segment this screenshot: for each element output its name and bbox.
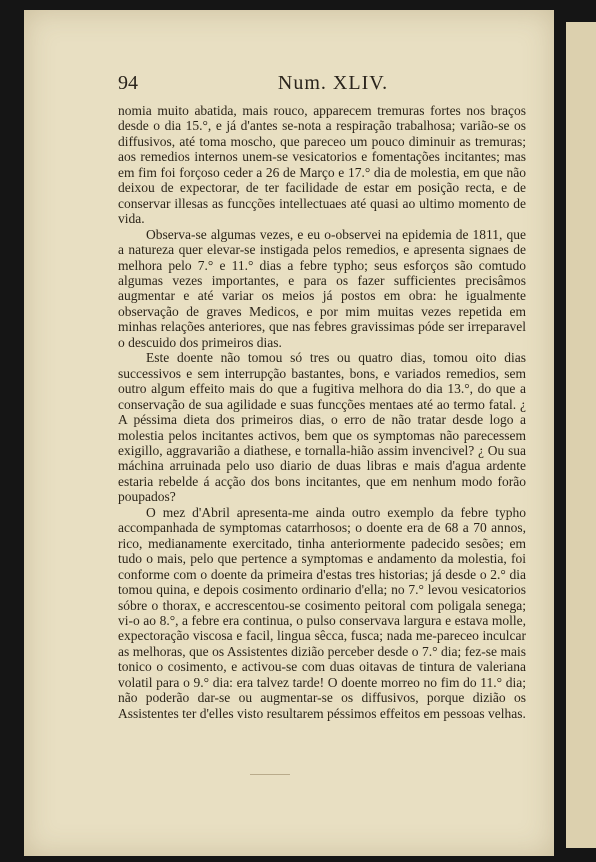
page-number: 94 — [118, 72, 138, 94]
adjacent-page-edge — [566, 22, 596, 848]
body-text — [118, 103, 526, 721]
running-title: Num. XLIV. — [277, 72, 389, 94]
paragraph-2: Observa-se algumas vezes, e eu o-observei na epidemia de 1811, que a natureza quer elevar-se instigada pelos remedios, e apresenta signaes de melhora pelo 7.° e 11.° dias a febre typho; seus esforços são comtudo algumas vezes importantes, e para os fazer sufficientes precisâmos augmentar e até variar os meios já postos em obra: he igualmente observação de graves Medicos, e por mim muitas vezes repetida em minhas relações anteriores, que nas febres gravissimas póde ser irreparavel o descuido dos primeiros dias. — [118, 226, 526, 350]
paragraph-3: Este doente não tomou só tres ou quatro dias, tomou oito dias successivos e sem interrupção bastantes, bons, e variados remedios, sem outro algum effeito mais do que a fugitiva melhora do dia 13.°, do que a conservação de sua agilidade e suas funcções mentaes até ao termo fatal. ¿ A péssima dieta dos primeiros dias, o erro de não tratar desde logo a molestia pelos incitantes activos, bem que os symptomas não parecessem exigillo, aggravarião a diathese, e tornalla-hião assim invencivel? ¿ Ou sua máchina arruinada pelo uso diario de duas libras e mais d'agua ardente estaria rebelde á acção dos bons incitantes, que em nenhum modo forão poupados? — [118, 350, 526, 505]
page-header — [118, 72, 548, 96]
footer-rule — [250, 774, 290, 775]
paragraph-1: nomia muito abatida, mais rouco, apparecem tremuras fortes nos braços desde o dia 15.°, e já d'antes se-nota a respiração trabalhosa; varião-se os diffusivos, até toma moscho, que pareceo um pouco diminuir as tremuras; aos remedios internos unem-se vesicatorios e fomentações incitantes; mas em fim foi forçoso ceder a 26 de Março e 17.° dia de molestia, em que não deixou de expectorar, de ter facilidade de estar em posição recta, e de conservar illesas as funcções intellectuaes até quasi ao ultimo momento de vida. — [118, 103, 526, 227]
paragraph-4: O mez d'Abril apresenta-me ainda outro exemplo da febre typho accompanhada de symptomas catarrhosos; o doente era de 68 a 70 annos, rico, medianamente exercitado, tinha anteriormente padecido sesões; em tudo o mais, pelo que pertence a symptomas e andamento da molestia, foi conforme com o doente da primeira d'estas tres historias; já desde o 2.° dia tomou quina, e depois cosimento ordinario d'ella; no 7.° levou vesicatorios sóbre o thorax, e accrescentou-se cosimento peitoral com poligala senega; vi-o ao 8.°, a febre era continua, o pulso conservava largura e estava molle, expectoração viscosa e facil, lingua sêcca, fusca; nada me-pareceo inculcar as melhoras, que os Assistentes dizião perceber desde o 7.° dia; fez-se mais tonico o cosimento, e activou-se com duas oitavas de tintura de valeriana volatil para o 9.° dia: era talvez tarde! O doente morreo no fim do 11.° dia; não poderão dar-se ou augmentar-se os diffusivos, porque dizião os Assistentes ter d'elles visto resultarem péssimos effeitos em pessoas velhas. — [118, 504, 526, 721]
